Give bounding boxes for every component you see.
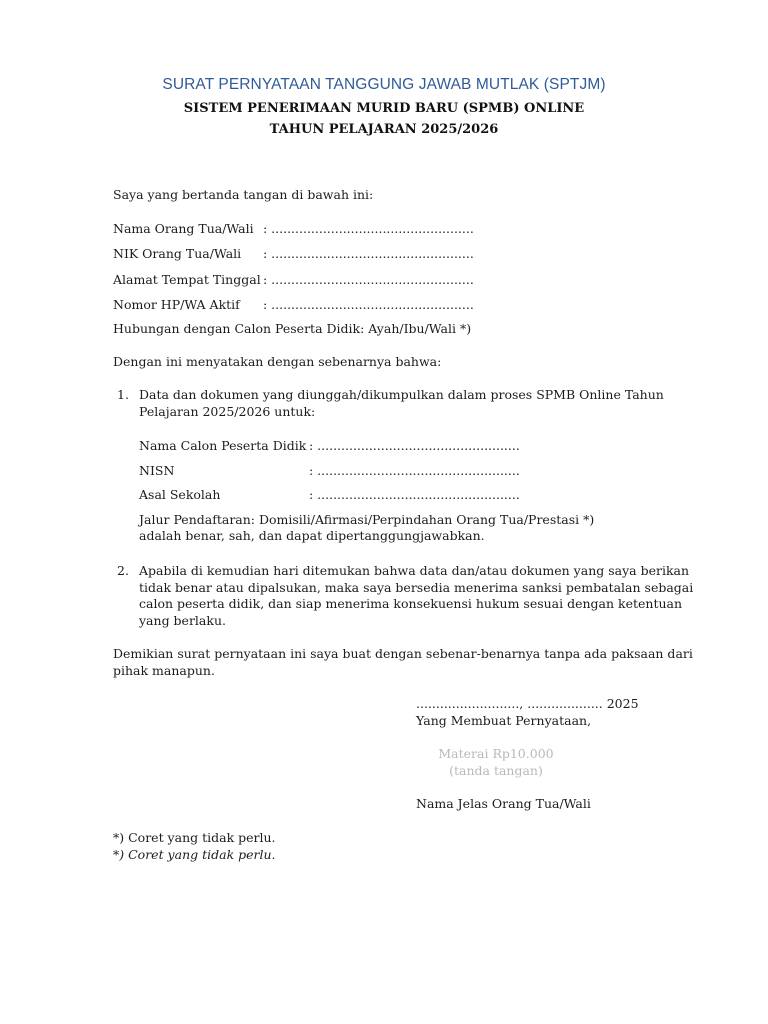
parent-nik-label: NIK Orang Tua/Wali — [113, 246, 242, 261]
address-label: Alamat Tempat Tinggal — [113, 272, 261, 287]
parent-name-field[interactable]: : ................................................... — [263, 221, 474, 236]
closing-line-1: Demikian surat pernyataan ini saya buat dengan sebenar-benarnya tanpa ada paksaan dari — [113, 646, 693, 661]
item-2-line-4: yang berlaku. — [139, 613, 226, 628]
document-title: SURAT PERNYATAAN TANGGUNG JAWAB MUTLAK (SPTJM) — [162, 76, 606, 93]
student-name-field[interactable]: : ................................................... — [309, 438, 520, 453]
item-2-line-2: tidak benar atau dipalsukan, maka saya bersedia menerima sanksi pembatalan sebagai — [139, 580, 694, 595]
school-label: Asal Sekolah — [139, 487, 221, 502]
intro-text: Saya yang bertanda tangan di bawah ini: — [113, 187, 374, 202]
signature-maker: Yang Membuat Pernyataan, — [416, 713, 592, 728]
item-2-line-3: calon peserta didik, dan siap menerima konsekuensi hukum sesuai dengan ketentuan — [139, 596, 683, 611]
school-field[interactable]: : ................................................... — [309, 487, 520, 502]
nisn-field[interactable]: : ................................................... — [309, 463, 520, 478]
item-2-line-1: Apabila di kemudian hari ditemukan bahwa data dan/atau dokumen yang saya berikan — [139, 563, 690, 578]
item-1-number: 1. — [117, 387, 129, 402]
phone-field[interactable]: : ................................................... — [263, 297, 474, 312]
place-date: .........................., ................... 2025 — [416, 696, 639, 711]
parent-name-label: Nama Orang Tua/Wali — [113, 221, 254, 236]
phone-label: Nomor HP/WA Aktif — [113, 297, 240, 312]
footnote: *) Coret yang tidak perlu. — [113, 830, 276, 845]
relation-text: Hubungan dengan Calon Peserta Didik: Ayah/Ibu/Wali *) — [113, 321, 472, 336]
item-1-line-2: Pelajaran 2025/2026 untuk: — [139, 404, 316, 419]
item-1-closing: adalah benar, sah, dan dapat dipertanggungjawabkan. — [139, 528, 485, 543]
signer-name: Nama Jelas Orang Tua/Wali — [416, 796, 591, 811]
academic-year: TAHUN PELAJARAN 2025/2026 — [269, 122, 499, 137]
footnote-italic: *) Coret yang tidak perlu. — [113, 847, 276, 862]
student-name-label: Nama Calon Peserta Didik — [139, 438, 307, 453]
item-2-number: 2. — [117, 563, 129, 578]
statement-intro: Dengan ini menyatakan dengan sebenarnya bahwa: — [113, 354, 442, 369]
jalur-text: Jalur Pendaftaran: Domisili/Afirmasi/Perpindahan Orang Tua/Prestasi *) — [139, 512, 595, 527]
parent-nik-field[interactable]: : ................................................... — [263, 246, 474, 261]
address-field[interactable]: : ................................................... — [263, 272, 474, 287]
document-subtitle: SISTEM PENERIMAAN MURID BARU (SPMB) ONLINE — [183, 101, 585, 116]
item-1-line-1: Data dan dokumen yang diunggah/dikumpulkan dalam proses SPMB Online Tahun — [139, 387, 664, 402]
closing-line-2: pihak manapun. — [113, 663, 215, 678]
signature-hint: (tanda tangan) — [449, 763, 543, 778]
stamp-placeholder: Materai Rp10.000 — [438, 746, 554, 761]
nisn-label: NISN — [139, 463, 175, 478]
